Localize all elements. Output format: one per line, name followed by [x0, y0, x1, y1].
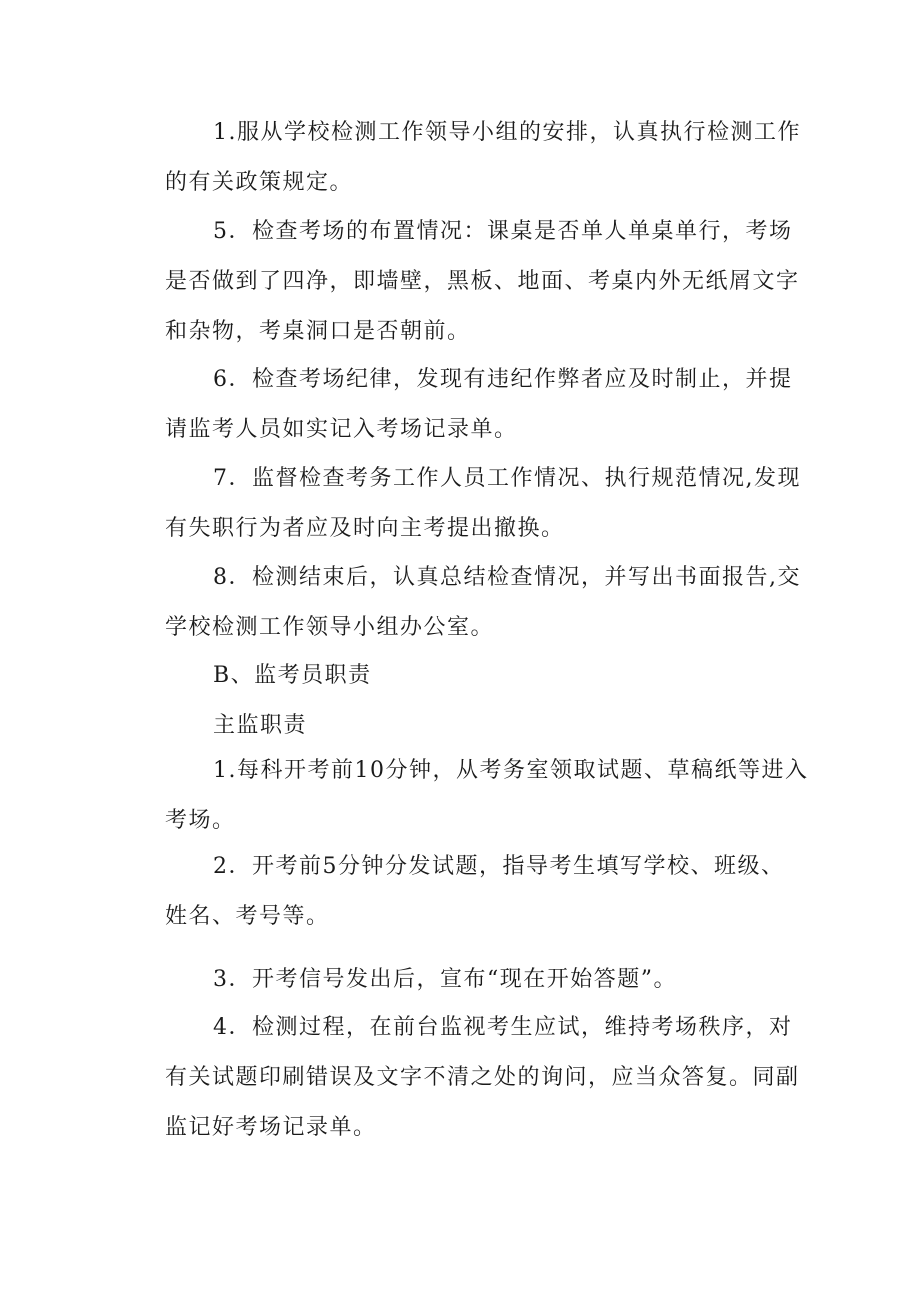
paragraph-5: 5．检查考场的布置情况：课桌是否单人单桌单行，考场是否做到了四净，即墙壁，黑板、地面、考桌内外无纸屑文字和杂物，考桌洞口是否朝前。 [165, 219, 800, 344]
paragraph-8: 8．检测结束后，认真总结检查情况，并写出书面报告,交学校检测工作领导小组办公室。 [165, 565, 801, 640]
duty-item-4: 4．检测过程，在前台监视考生应试，维持考场秩序，对有关试题印刷错误及文字不清之处的询问，应当众答复。同副监记好考场记录单。 [165, 1015, 800, 1140]
section-heading-invigilator-duties: B、监考员职责 [213, 663, 372, 688]
paragraph-6: 6．检查考场纪律，发现有违纪作弊者应及时制止，并提请监考人员如实记入考场记录单。 [165, 367, 793, 442]
subheading-chief-invigilator-duties: 主监职责 [213, 713, 308, 738]
duty-item-1: 1.每科开考前10分钟，从考务室领取试题、草稿纸等进入考场。 [165, 758, 809, 833]
paragraph-1: 1.服从学校检测工作领导小组的安排，认真执行检测工作的有关政策规定。 [165, 120, 801, 195]
duty-item-3: 3．开考信号发出后，宣布“现在开始答题”。 [213, 967, 677, 992]
paragraph-7: 7．监督检查考务工作人员工作情况、执行规范情况,发现有失职行为者应及时向主考提出撤换。 [165, 466, 801, 541]
duty-item-2: 2．开考前5分钟分发试题，指导考生填写学校、班级、姓名、考号等。 [165, 854, 785, 929]
